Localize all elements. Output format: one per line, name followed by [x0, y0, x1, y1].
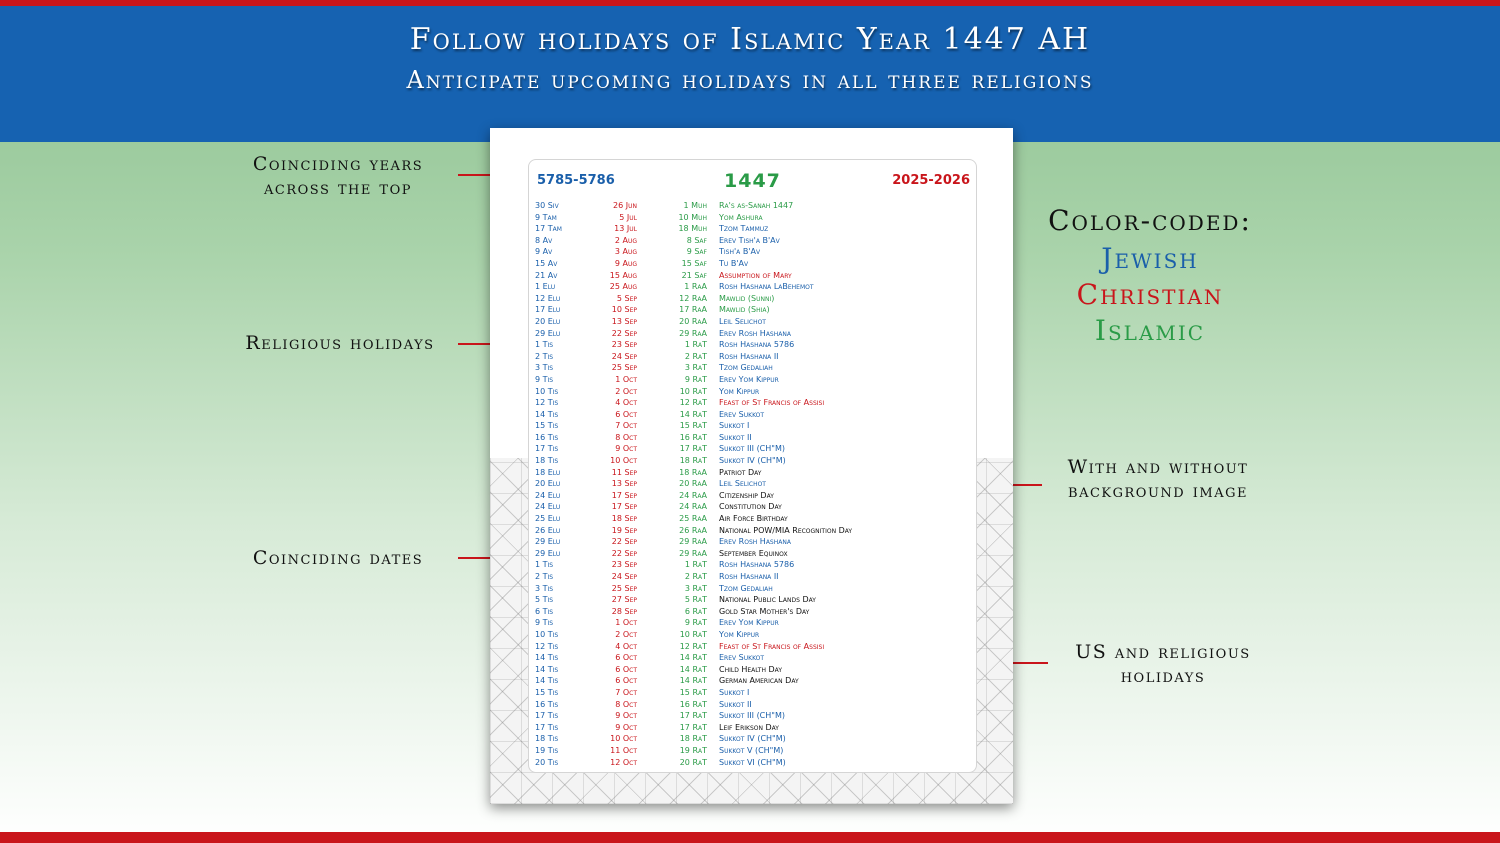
holiday-row [529, 513, 976, 525]
holiday-name: Child Health Day [719, 664, 782, 674]
islamic-date: 3 RaT [684, 363, 707, 373]
holiday-row [529, 235, 976, 247]
holiday-name: Erev Yom Kippur [719, 374, 779, 384]
islamic-date: 29 RaA [679, 548, 707, 558]
islamic-date: 29 RaA [679, 537, 707, 547]
islamic-date: 18 Muh [678, 224, 707, 234]
christian-date: 23 Sep [611, 340, 637, 350]
christian-date: 7 Oct [615, 421, 637, 431]
christian-date: 18 Sep [611, 514, 637, 524]
jewish-date: 12 Elu [535, 293, 561, 303]
holiday-row [529, 328, 976, 340]
christian-date: 2 Oct [615, 629, 637, 639]
christian-date: 8 Oct [615, 699, 637, 709]
christian-date: 11 Oct [610, 745, 637, 755]
islamic-date: 24 RaA [679, 502, 707, 512]
calendar-page [490, 128, 1013, 804]
jewish-date: 18 Tis [535, 456, 559, 466]
jewish-date: 29 Elu [535, 328, 561, 338]
holiday-name: Leil Selichot [719, 316, 766, 326]
christian-date: 7 Oct [615, 687, 637, 697]
christian-date: 4 Oct [615, 398, 637, 408]
christian-date: 6 Oct [615, 676, 637, 686]
islamic-date: 26 RaA [679, 525, 707, 535]
holiday-name: Rosh Hashana 5786 [719, 560, 795, 570]
islamic-date: 18 RaT [679, 456, 707, 466]
callout-coinciding-dates: Coinciding dates [252, 547, 424, 569]
holiday-name: Erev Tish'a B'Av [719, 235, 780, 245]
holiday-row [529, 432, 976, 444]
holiday-row [529, 409, 976, 421]
holiday-row [529, 664, 976, 676]
holiday-name: Yom Kippur [719, 386, 760, 396]
christian-date: 27 Sep [611, 595, 637, 605]
holiday-name: Erev Sukkot [719, 653, 765, 663]
jewish-date: 10 Tis [535, 386, 559, 396]
callout-religious-holidays: Religious holidays [245, 332, 435, 354]
islamic-date: 9 RaT [684, 374, 707, 384]
islamic-date: 1 Muh [683, 201, 707, 210]
holiday-name: Sukkot II [719, 699, 752, 709]
jewish-date: 8 Av [535, 235, 553, 245]
holiday-name: Sukkot II [719, 432, 752, 442]
holiday-row [529, 501, 976, 513]
holiday-row [529, 374, 976, 386]
holiday-name: Feast of St Francis of Assisi [719, 398, 825, 408]
islamic-date: 10 RaT [679, 629, 707, 639]
holiday-row [529, 606, 976, 618]
holiday-row [529, 687, 976, 699]
holiday-row [529, 212, 976, 224]
holiday-name: Constitution Day [719, 502, 782, 512]
christian-date: 3 Aug [614, 247, 637, 257]
christian-date: 4 Oct [615, 641, 637, 651]
callout-us-line1: US and religious [1075, 641, 1251, 663]
jewish-date: 14 Tis [535, 664, 559, 674]
islamic-date: 20 RaT [679, 757, 707, 767]
holiday-name: Rosh Hashana 5786 [719, 340, 795, 350]
jewish-date: 14 Tis [535, 409, 559, 419]
islamic-date: 8 Saf [686, 235, 707, 245]
islamic-date: 6 RaT [684, 606, 707, 616]
holiday-row [529, 490, 976, 502]
color-legend [1030, 204, 1270, 349]
holiday-name: Feast of St Francis of Assisi [719, 641, 825, 651]
holiday-row [529, 443, 976, 455]
jewish-date: 12 Tis [535, 398, 559, 408]
islamic-date: 16 RaT [679, 432, 707, 442]
holiday-row [529, 548, 976, 560]
jewish-date: 18 Elu [535, 467, 561, 477]
islamic-date: 15 RaT [679, 421, 707, 431]
holiday-list [529, 200, 976, 768]
jewish-date: 9 Tam [535, 212, 557, 222]
christian-date: 6 Oct [615, 653, 637, 663]
christian-date: 6 Oct [615, 409, 637, 419]
holiday-row [529, 710, 976, 722]
holiday-name: Sukkot I [719, 687, 750, 697]
christian-date: 1 Oct [615, 374, 637, 384]
islamic-date: 12 RaA [679, 293, 707, 303]
jewish-date: 2 Tis [535, 572, 554, 581]
islamic-date: 17 RaT [679, 722, 707, 732]
jewish-date: 1 Elu [535, 282, 556, 292]
islamic-date: 18 RaA [679, 467, 707, 477]
legend-jewish: Jewish [1101, 242, 1199, 275]
holiday-name: September Equinox [719, 548, 788, 558]
holiday-name: Erev Yom Kippur [719, 618, 779, 628]
jewish-date: 29 Elu [535, 537, 561, 547]
jewish-date: 1 Tis [535, 560, 554, 570]
holiday-row [529, 629, 976, 641]
islamic-date: 20 RaA [679, 479, 707, 489]
jewish-date: 17 Tis [535, 722, 559, 732]
holiday-row [529, 536, 976, 548]
islamic-year: 1447 [724, 170, 781, 192]
callout-coinciding-years [226, 152, 450, 200]
holiday-row [529, 386, 976, 398]
christian-date: 19 Sep [611, 525, 637, 535]
holiday-row [529, 571, 976, 583]
christian-date: 28 Sep [611, 606, 637, 616]
holiday-row [529, 699, 976, 711]
holiday-name: Assumption of Mary [719, 270, 792, 280]
holiday-name: Mawlid (Shia) [719, 305, 770, 315]
holiday-row [529, 246, 976, 258]
holiday-name: German American Day [719, 676, 799, 686]
christian-date: 25 Sep [611, 363, 637, 373]
holiday-row [529, 467, 976, 479]
islamic-date: 14 RaT [679, 664, 707, 674]
holiday-row [529, 757, 976, 769]
callout-bg-line2: background image [1068, 480, 1248, 502]
christian-date: 9 Aug [614, 258, 637, 268]
jewish-date: 2 Tis [535, 351, 554, 361]
christian-date: 9 Oct [615, 711, 637, 721]
jewish-date: 17 Tis [535, 711, 559, 721]
islamic-date: 14 RaT [679, 676, 707, 686]
islamic-date: 15 RaT [679, 687, 707, 697]
islamic-date: 10 Muh [678, 212, 707, 222]
holiday-name: Rosh Hashana II [719, 572, 779, 581]
holiday-row [529, 270, 976, 282]
holiday-name: Erev Sukkot [719, 409, 765, 419]
holiday-name: Leil Selichot [719, 479, 766, 489]
islamic-date: 9 Saf [686, 247, 707, 257]
islamic-date: 20 RaA [679, 316, 707, 326]
jewish-date: 26 Elu [535, 525, 561, 535]
holiday-row [529, 200, 976, 212]
christian-date: 17 Sep [611, 502, 637, 512]
islamic-date: 14 RaT [679, 653, 707, 663]
islamic-date: 24 RaA [679, 490, 707, 500]
christian-date: 2 Oct [615, 386, 637, 396]
islamic-date: 12 RaT [679, 641, 707, 651]
jewish-date: 9 Av [535, 247, 553, 257]
header-title: Follow holidays of Islamic Year 1447 AH [409, 22, 1091, 57]
christian-date: 13 Jul [614, 224, 637, 234]
islamic-date: 21 Saf [681, 270, 707, 280]
jewish-date: 17 Tam [535, 224, 562, 234]
jewish-date: 17 Tis [535, 444, 559, 454]
christian-date: 5 Sep [616, 293, 637, 303]
islamic-date: 1 RaA [684, 282, 707, 292]
christian-date: 5 Jul [619, 212, 637, 222]
jewish-date: 17 Elu [535, 305, 561, 315]
jewish-date: 30 Siv [535, 201, 559, 210]
islamic-date: 25 RaA [679, 514, 707, 524]
holiday-name: Gold Star Mother's Day [719, 606, 810, 616]
jewish-date: 29 Elu [535, 548, 561, 558]
holiday-name: Sukkot III (CH"M) [719, 711, 785, 721]
callout-background-image [1040, 455, 1276, 503]
islamic-date: 17 RaT [679, 444, 707, 454]
holiday-row [529, 351, 976, 363]
header-banner [0, 6, 1500, 142]
christian-date: 23 Sep [611, 560, 637, 570]
holiday-row [529, 722, 976, 734]
holiday-name: Rosh Hashana LaBehemot [719, 282, 814, 292]
jewish-date: 20 Elu [535, 316, 561, 326]
holiday-name: Patriot Day [719, 467, 762, 477]
calendar-card [528, 159, 977, 773]
holiday-row [529, 281, 976, 293]
christian-date: 2 Aug [614, 235, 637, 245]
holiday-name: Erev Rosh Hashana [719, 328, 791, 338]
islamic-date: 12 RaT [679, 398, 707, 408]
callout-us-holidays [1050, 640, 1276, 688]
holiday-name: Tzom Tammuz [719, 224, 769, 234]
legend-title: Color-coded: [1048, 204, 1252, 237]
holiday-row [529, 455, 976, 467]
islamic-date: 15 Saf [681, 258, 707, 268]
jewish-date: 19 Tis [535, 745, 559, 755]
christian-date: 1 Oct [615, 618, 637, 628]
jewish-date: 12 Tis [535, 641, 559, 651]
christian-date: 12 Oct [610, 757, 637, 767]
jewish-date: 20 Tis [535, 757, 559, 767]
christian-date: 9 Oct [615, 444, 637, 454]
islamic-date: 2 RaT [684, 351, 707, 361]
christian-date: 10 Sep [611, 305, 637, 315]
jewish-date: 3 Tis [535, 583, 554, 593]
holiday-name: Tzom Gedaliah [719, 363, 773, 373]
holiday-name: Tzom Gedaliah [719, 583, 773, 593]
islamic-date: 2 RaT [684, 572, 707, 581]
holiday-row [529, 652, 976, 664]
holiday-row [529, 362, 976, 374]
holiday-row [529, 258, 976, 270]
islamic-date: 29 RaA [679, 328, 707, 338]
holiday-row [529, 304, 976, 316]
holiday-name: Sukkot V (CH"M) [719, 745, 784, 755]
jewish-date: 10 Tis [535, 629, 559, 639]
christian-date: 11 Sep [611, 467, 637, 477]
callout-years-line2: across the top [263, 177, 413, 199]
holiday-name: Tish'a B'Av [719, 247, 761, 257]
jewish-date: 14 Tis [535, 676, 559, 686]
legend-islamic: Islamic [1094, 314, 1206, 347]
jewish-date: 1 Tis [535, 340, 554, 350]
holiday-name: Sukkot IV (CH"M) [719, 456, 786, 466]
jewish-date: 18 Tis [535, 734, 559, 744]
holiday-name: Ra's as-Sanah 1447 [719, 201, 794, 210]
holiday-row [529, 559, 976, 571]
jewish-date: 14 Tis [535, 653, 559, 663]
holiday-row [529, 293, 976, 305]
callout-bg-line1: With and without [1067, 456, 1249, 478]
holiday-name: Mawlid (Sunni) [719, 293, 775, 303]
holiday-name: Citizenship Day [719, 490, 774, 500]
islamic-date: 3 RaT [684, 583, 707, 593]
jewish-date: 21 Av [535, 270, 558, 280]
holiday-name: Rosh Hashana II [719, 351, 779, 361]
christian-date: 13 Sep [611, 316, 637, 326]
header-subtitle: Anticipate upcoming holidays in all three religions [406, 66, 1094, 94]
christian-date: 6 Oct [615, 664, 637, 674]
christian-date: 22 Sep [611, 328, 637, 338]
holiday-row [529, 733, 976, 745]
christian-date: 25 Aug [609, 282, 637, 292]
holiday-name: Sukkot IV (CH"M) [719, 734, 786, 744]
christian-date: 24 Sep [611, 572, 637, 581]
christian-date: 8 Oct [615, 432, 637, 442]
jewish-date: 25 Elu [535, 514, 561, 524]
islamic-date: 17 RaA [679, 305, 707, 315]
christian-date: 10 Oct [610, 734, 637, 744]
christian-date: 17 Sep [611, 490, 637, 500]
islamic-date: 9 RaT [684, 618, 707, 628]
christian-date: 10 Oct [610, 456, 637, 466]
holiday-row [529, 478, 976, 490]
callout-years-line1: Coinciding years [252, 153, 424, 175]
christian-date: 13 Sep [611, 479, 637, 489]
holiday-name: National Public Lands Day [719, 595, 816, 605]
islamic-date: 16 RaT [679, 699, 707, 709]
islamic-date: 14 RaT [679, 409, 707, 419]
holiday-row [529, 594, 976, 606]
jewish-date: 6 Tis [535, 606, 554, 616]
holiday-row [529, 339, 976, 351]
islamic-date: 19 RaT [679, 745, 707, 755]
holiday-name: Leif Erikson Day [719, 722, 779, 732]
christian-date: 22 Sep [611, 548, 637, 558]
islamic-date: 5 RaT [684, 595, 707, 605]
holiday-name: Air Force Birthday [719, 514, 788, 524]
holiday-row [529, 223, 976, 235]
holiday-row [529, 525, 976, 537]
jewish-date: 24 Elu [535, 490, 561, 500]
holiday-row [529, 583, 976, 595]
holiday-row [529, 641, 976, 653]
jewish-date: 20 Elu [535, 479, 561, 489]
jewish-date: 24 Elu [535, 502, 561, 512]
holiday-name: Yom Kippur [719, 629, 760, 639]
christian-date: 24 Sep [611, 351, 637, 361]
jewish-date: 3 Tis [535, 363, 554, 373]
islamic-date: 17 RaT [679, 711, 707, 721]
jewish-date: 15 Tis [535, 687, 559, 697]
islamic-date: 1 RaT [684, 340, 707, 350]
christian-date: 25 Sep [611, 583, 637, 593]
jewish-date: 16 Tis [535, 432, 559, 442]
callout-us-line2: holidays [1120, 665, 1206, 687]
holiday-name: Sukkot III (CH"M) [719, 444, 785, 454]
holiday-name: National POW/MIA Recognition Day [719, 525, 853, 535]
jewish-date: 9 Tis [535, 374, 554, 384]
jewish-date: 15 Tis [535, 421, 559, 431]
holiday-row [529, 745, 976, 757]
islamic-date: 1 RaT [684, 560, 707, 570]
legend-christian: Christian [1076, 278, 1224, 311]
jewish-date: 15 Av [535, 258, 558, 268]
calendar-header [529, 170, 976, 196]
gregorian-years: 2025-2026 [892, 173, 970, 188]
holiday-name: Sukkot I [719, 421, 750, 431]
holiday-row [529, 316, 976, 328]
christian-date: 9 Oct [615, 722, 637, 732]
christian-date: 15 Aug [609, 270, 637, 280]
holiday-row [529, 617, 976, 629]
jewish-date: 16 Tis [535, 699, 559, 709]
holiday-row [529, 675, 976, 687]
christian-date: 22 Sep [611, 537, 637, 547]
holiday-row [529, 420, 976, 432]
christian-date: 26 Jun [613, 201, 637, 210]
bottom-red-stripe [0, 832, 1500, 843]
islamic-date: 10 RaT [679, 386, 707, 396]
islamic-date: 18 RaT [679, 734, 707, 744]
holiday-row [529, 397, 976, 409]
holiday-name: Erev Rosh Hashana [719, 537, 791, 547]
holiday-name: Sukkot VI (CH"M) [719, 757, 786, 767]
holiday-name: Tu B'Av [719, 258, 749, 268]
jewish-years: 5785-5786 [537, 173, 615, 188]
jewish-date: 9 Tis [535, 618, 554, 628]
jewish-date: 5 Tis [535, 595, 554, 605]
holiday-name: Yom Ashura [719, 212, 763, 222]
